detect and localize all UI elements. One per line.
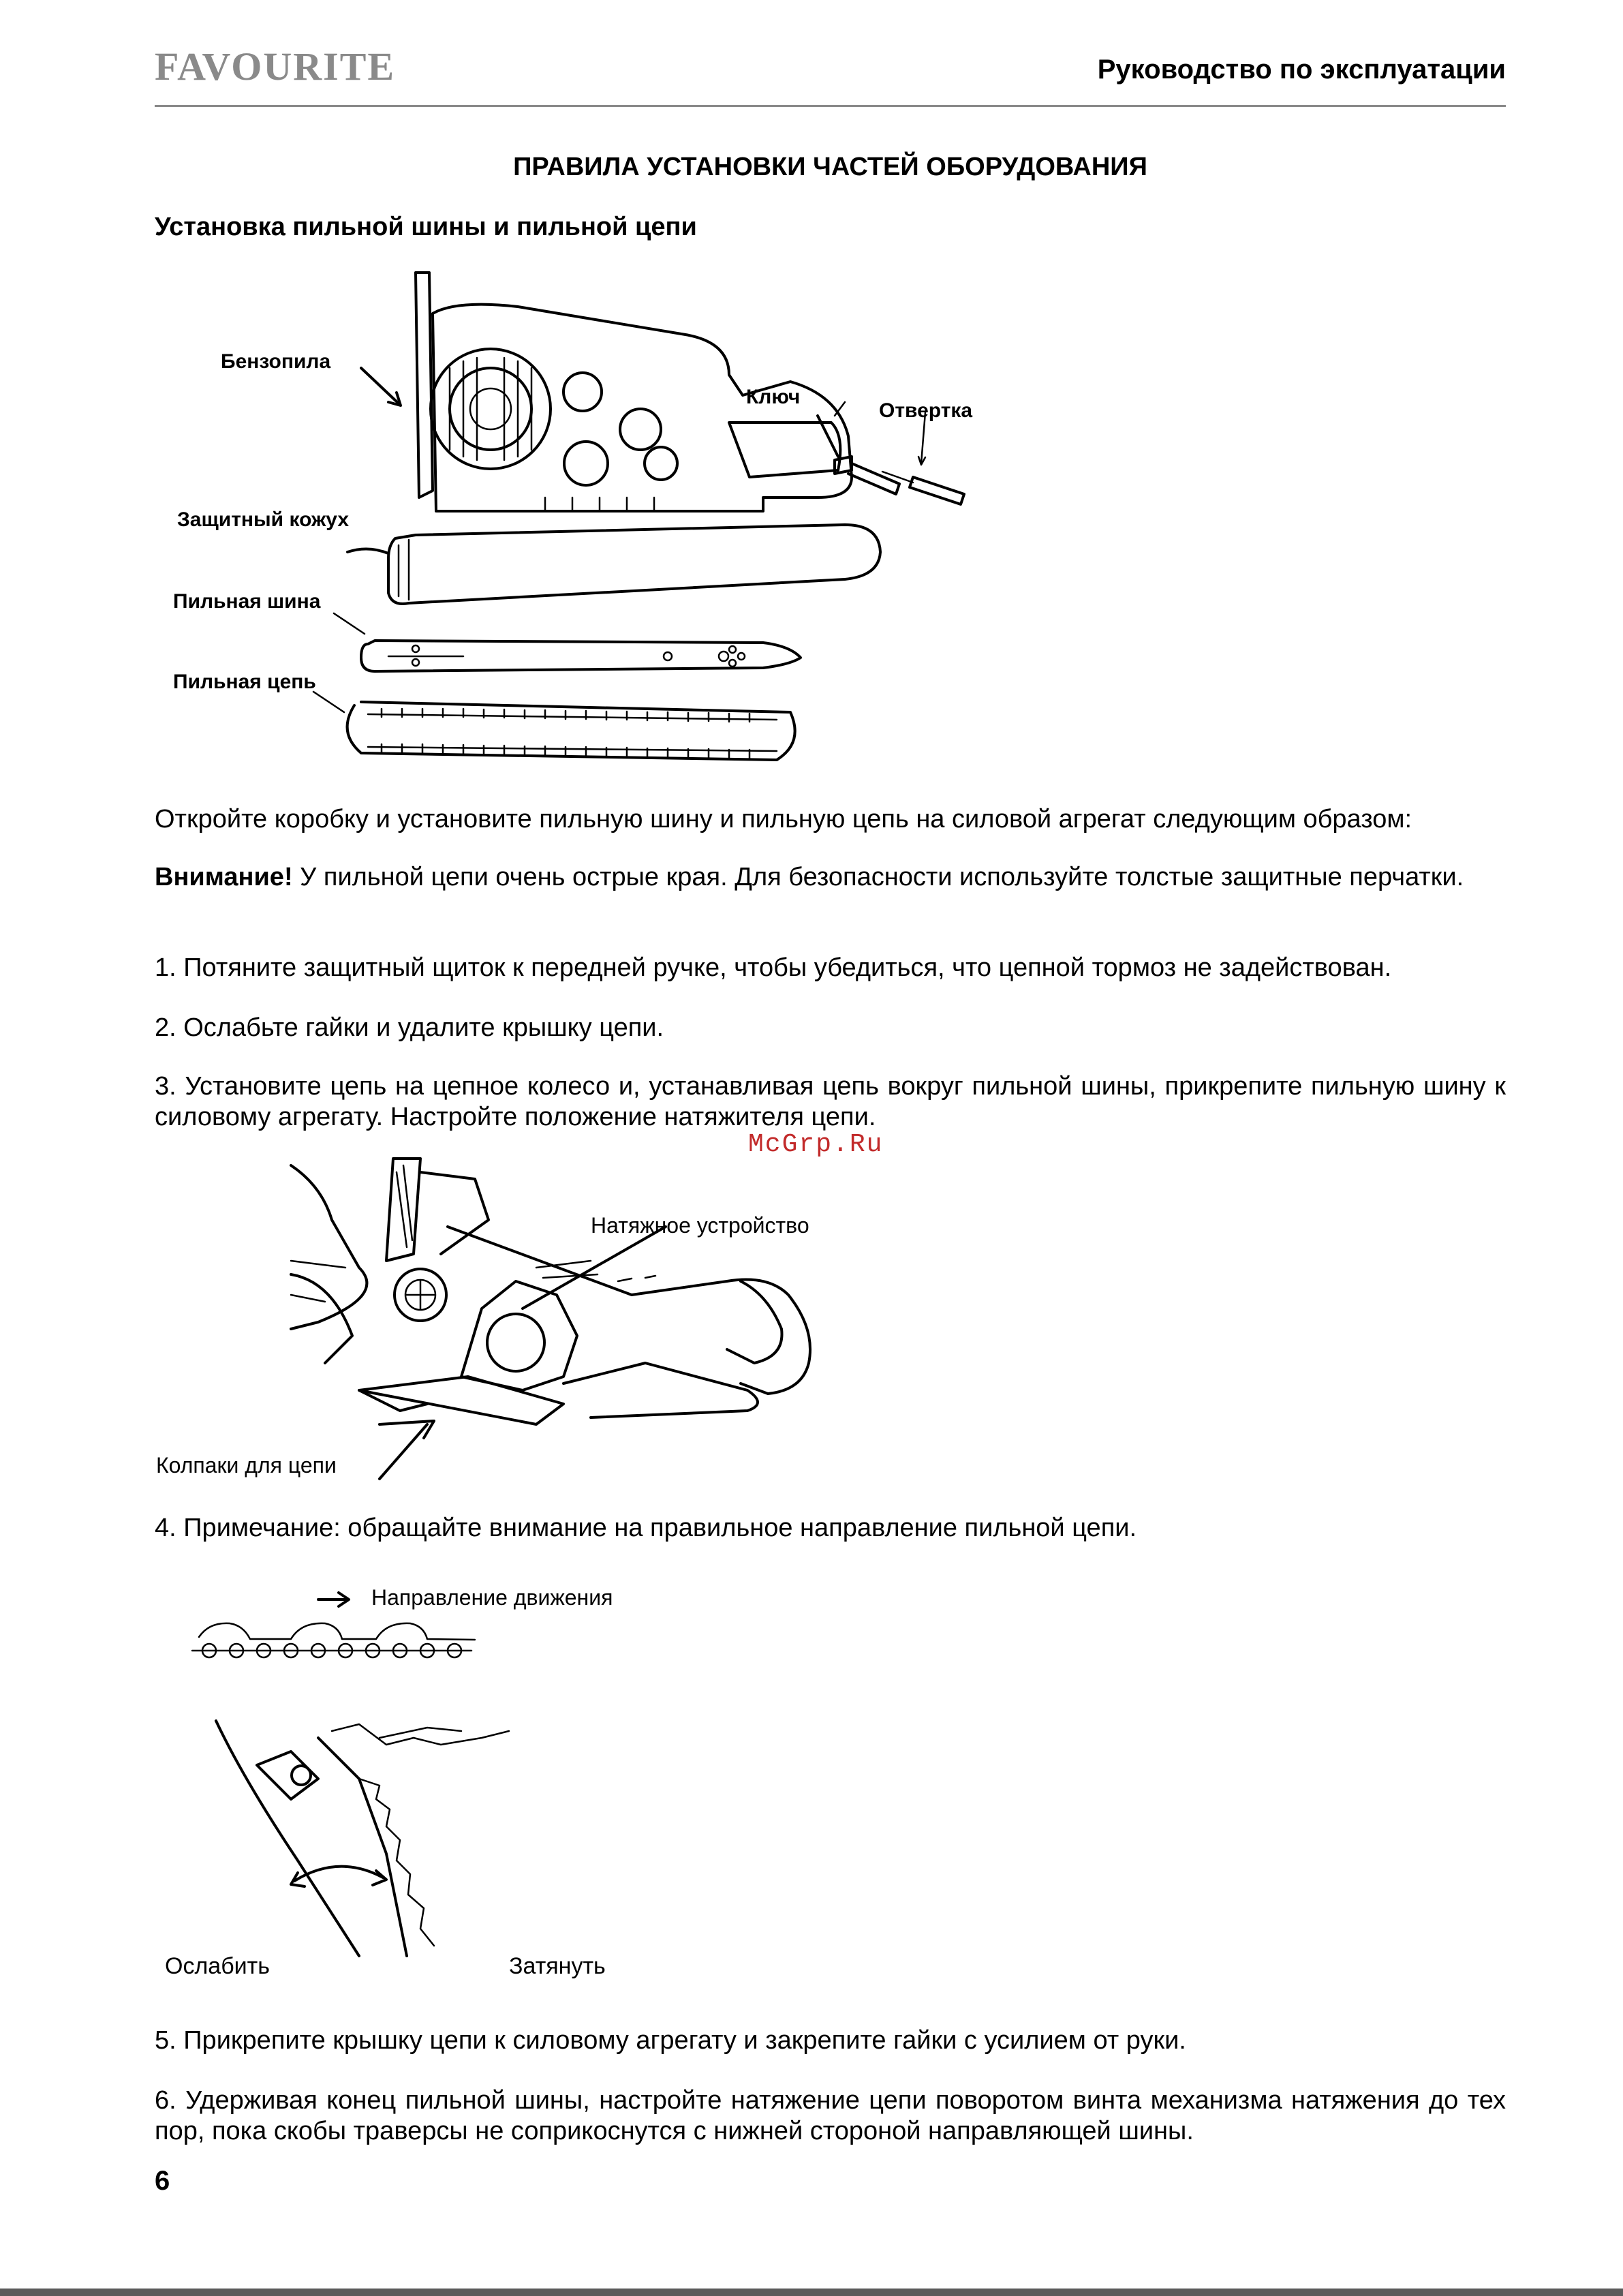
- step-1: 1. Потяните защитный щиток к передней ручке, чтобы убедиться, что цепной тормоз не задействован.: [155, 953, 1392, 982]
- figure-components: [164, 259, 1022, 777]
- watermark: McGrp.Ru: [748, 1130, 884, 1159]
- step-4: 4. Примечание: обращайте внимание на правильное направление пильной цепи.: [155, 1514, 1137, 1542]
- warning-label: Внимание!: [155, 863, 293, 891]
- page-number: 6: [155, 2166, 170, 2196]
- label-tighten: Затянуть: [509, 1953, 606, 1979]
- label-chainsaw: Бензопила: [221, 350, 331, 373]
- label-caps: Колпаки для цепи: [156, 1453, 337, 1478]
- subsection-title: Установка пильной шины и пильной цепи: [155, 213, 697, 241]
- direction-illustration: [155, 1574, 645, 1997]
- label-loosen: Ослабить: [165, 1953, 270, 1979]
- bottom-edge-bar: [0, 2289, 1623, 2296]
- label-bar: Пильная шина: [173, 590, 321, 613]
- label-direction: Направление движения: [371, 1585, 613, 1610]
- document-title: Руководство по эксплуатации: [1097, 55, 1506, 85]
- section-title: ПРАВИЛА УСТАНОВКИ ЧАСТЕЙ ОБОРУДОВАНИЯ: [513, 153, 1147, 181]
- figure-direction: [155, 1574, 645, 1997]
- label-key: Ключ: [746, 386, 801, 408]
- header-divider: [155, 105, 1506, 107]
- step-5: 5. Прикрепите крышку цепи к силовому агрегату и закрепите гайки с усилием от руки.: [155, 2026, 1186, 2055]
- label-tensioner: Натяжное устройство: [591, 1213, 809, 1238]
- figure-tensioner: [155, 1159, 863, 1486]
- label-screwdriver: Отвертка: [879, 399, 973, 422]
- tensioner-illustration: [155, 1159, 863, 1486]
- brand-logo: FAVOURITE: [155, 44, 396, 89]
- step-3: 3. Установите цепь на цепное колесо и, устанавливая цепь вокруг пильной шины, прикрепите пильную шину к силовому агрегату. Настройте положение натяжителя цепи.: [155, 1072, 1506, 1131]
- label-chain: Пильная цепь: [173, 671, 316, 693]
- step-2: 2. Ослабьте гайки и удалите крышку цепи.: [155, 1013, 664, 1042]
- label-guard: Защитный кожух: [177, 508, 349, 531]
- warning-paragraph: [155, 862, 1506, 893]
- warning-text: У пильной цепи очень острые края. Для безопасности используйте толстые защитные перчатки.: [292, 863, 1464, 891]
- step-6: 6. Удерживая конец пильной шины, настройте натяжение цепи поворотом винта механизма натяжения до тех пор, пока скобы траверсы не соприкоснутся с нижней стороной направляющей шины.: [155, 2086, 1506, 2145]
- intro-paragraph: Откройте коробку и установите пильную шину и пильную цепь на силовой агрегат следующим образом:: [155, 805, 1412, 833]
